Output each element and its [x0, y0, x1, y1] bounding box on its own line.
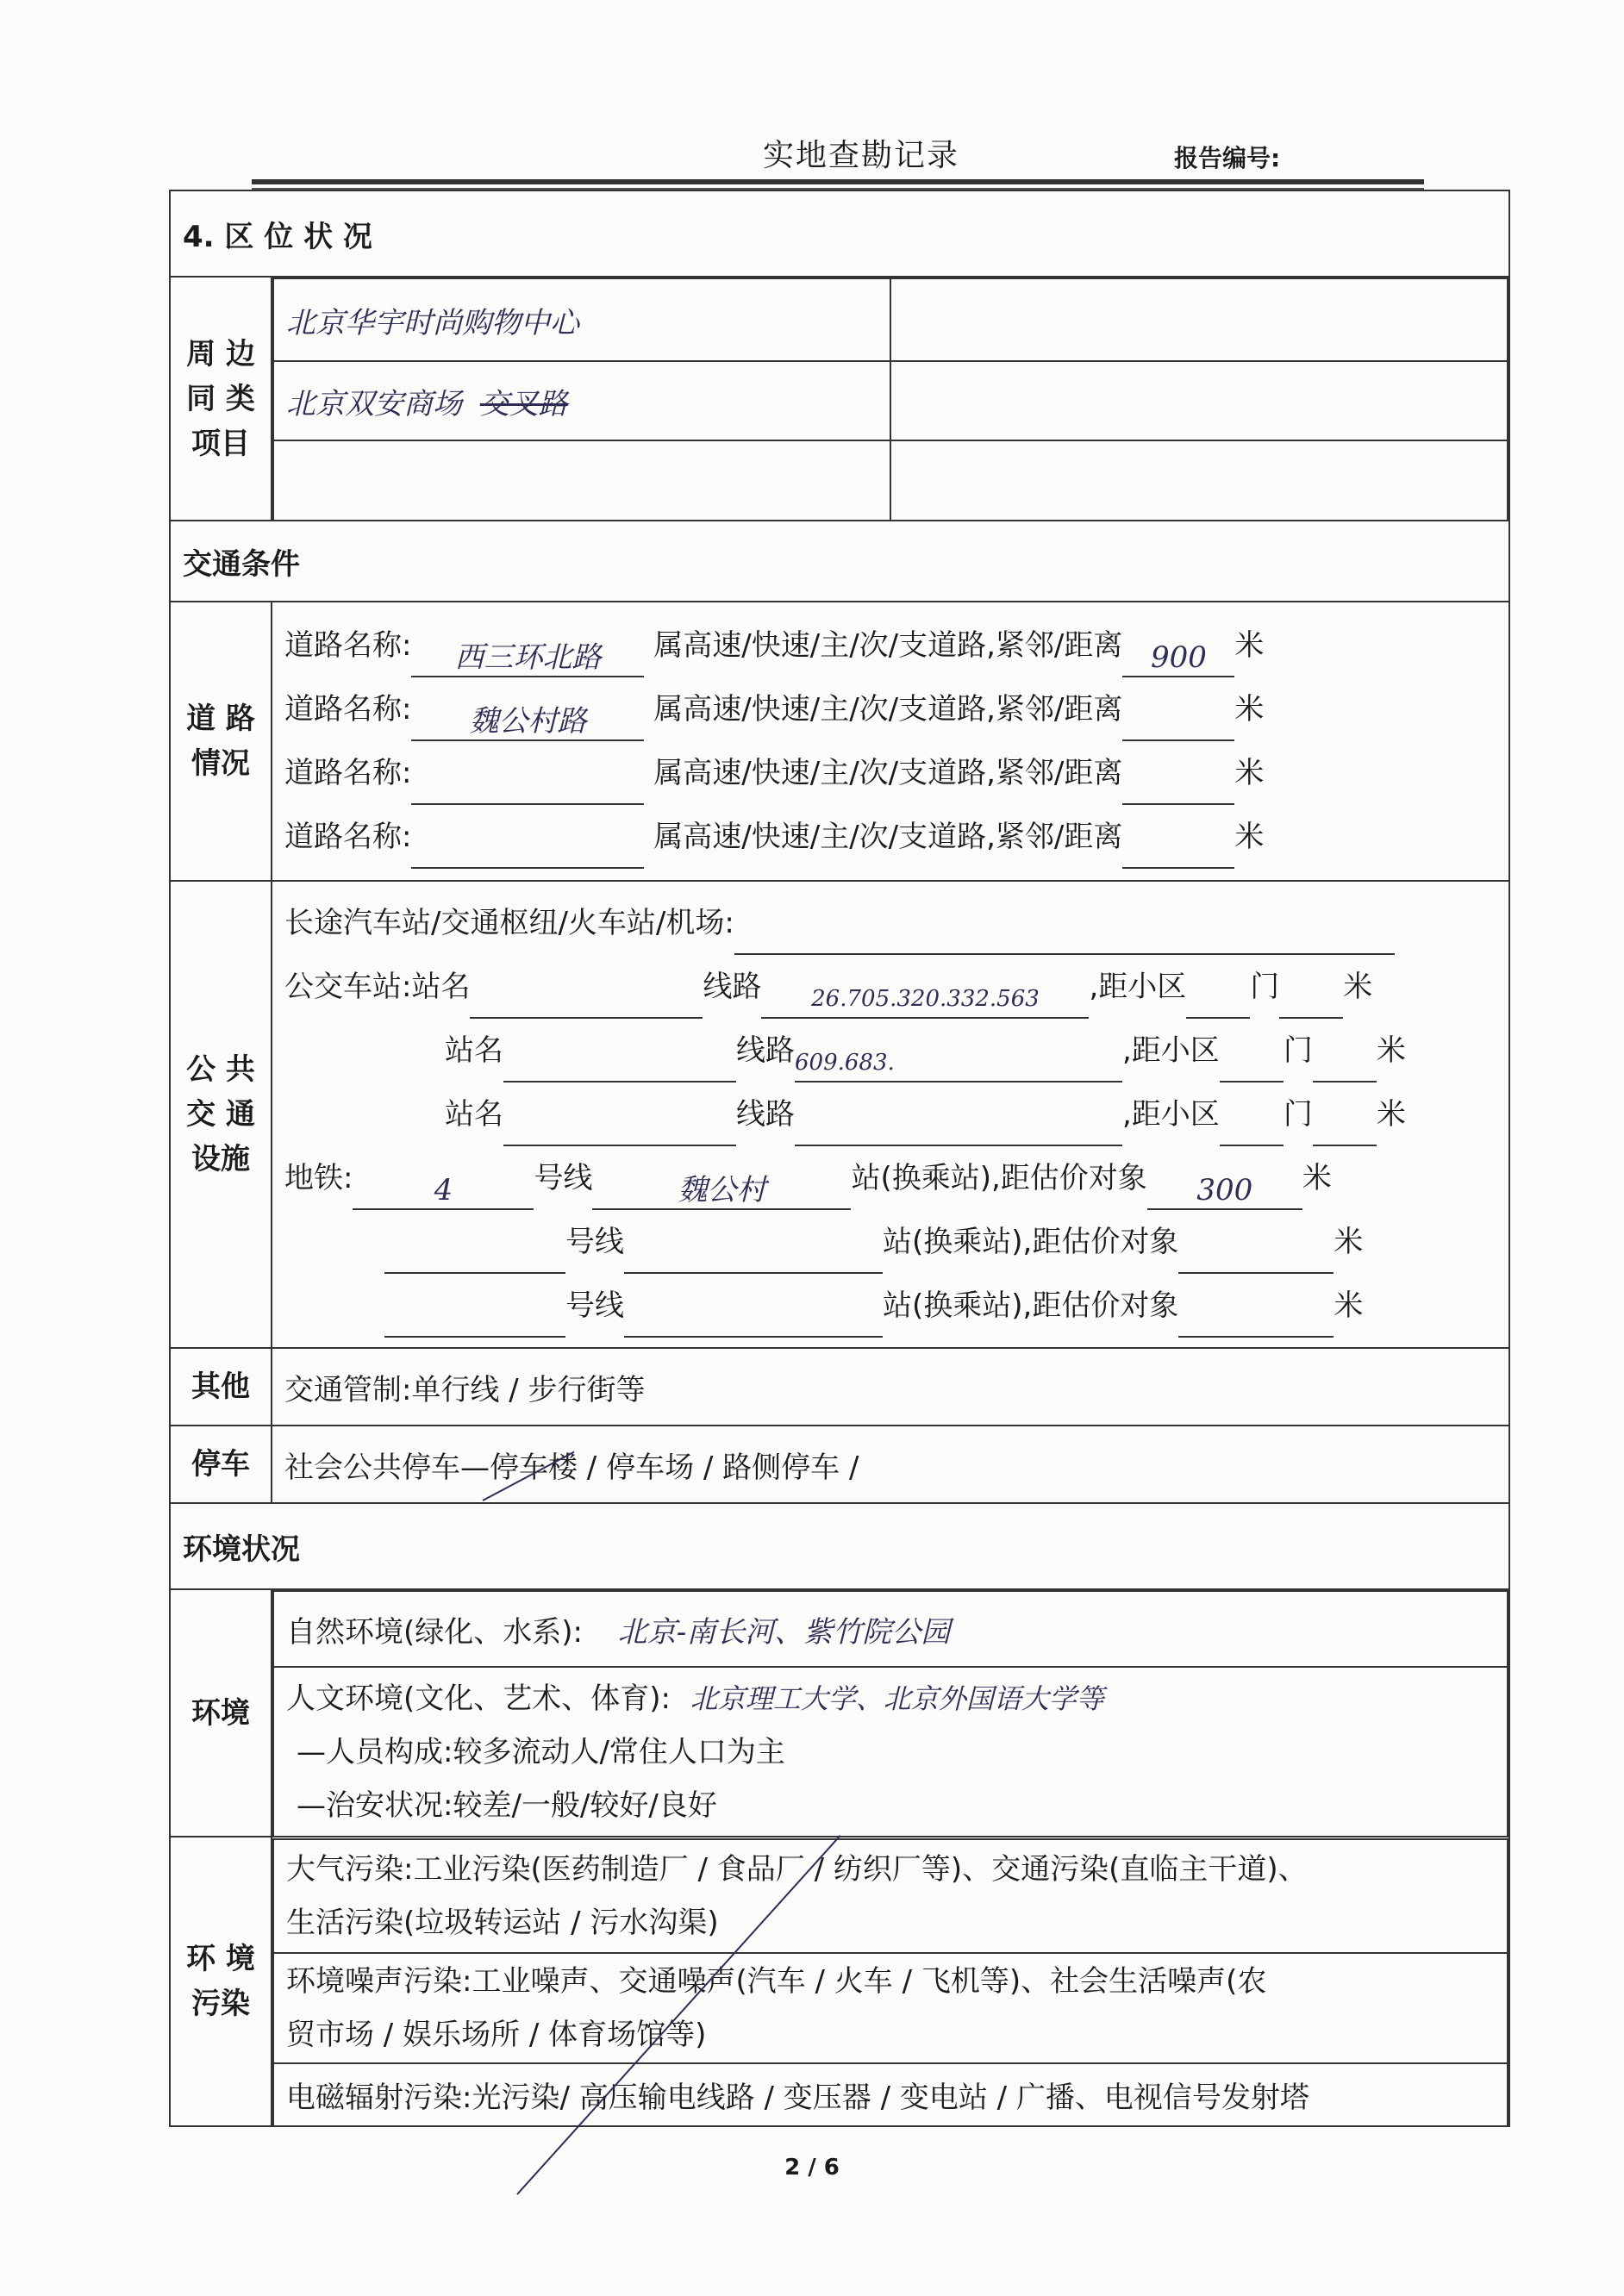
road-row: 道路名称: 属高速/快速/主/次/支道路,紧邻/距离 米: [284, 741, 1496, 805]
road-name-field[interactable]: [411, 831, 644, 869]
bus-row: 公交车站:站名 线路 26.705.320.332.563 ,距小区 门 米: [284, 955, 1496, 1019]
metro-line-field[interactable]: [384, 1300, 565, 1338]
environment-label: 环境: [170, 1589, 272, 1837]
nearby-project-cell-empty[interactable]: [890, 361, 1508, 440]
noise-pollution: 环境噪声污染:工业噪声、交通噪声(汽车 / 火车 / 飞机等)、社会生活噪声(农 贸市场 / 娱乐场所 / 体育场馆等): [273, 1953, 1508, 2063]
metro-station-field[interactable]: [624, 1300, 883, 1338]
road-distance-field[interactable]: [1122, 767, 1234, 805]
air-pollution: 大气污染:工业污染(医药制造厂 / 食品厂 / 纺织厂等)、交通污染(直临主干道)、 生活污染(垃圾转运站 / 污水沟渠): [273, 1839, 1508, 1953]
road-name-field[interactable]: 西三环北路: [411, 640, 644, 677]
location-section-title: 4. 区 位 状 况: [170, 190, 1509, 277]
cultural-environment-block: 人文环境(文化、艺术、体育): 北京理工大学、北京外国语大学等 —人员构成:较多流动人/常住人口为主 —治安状况:较差/一般/较好/良好: [273, 1667, 1508, 1836]
pollution-label: 环 境 污染: [170, 1837, 272, 2126]
road-row: 道路名称: 西三环北路 属高速/快速/主/次/支道路,紧邻/距离 900 米: [284, 614, 1496, 677]
page-number: 2 / 6: [784, 2155, 840, 2181]
road-name-field[interactable]: [411, 767, 644, 805]
road-distance-field[interactable]: 900: [1122, 640, 1234, 677]
nearby-project-2-value: 北京双安商场: [286, 386, 462, 421]
gate-field[interactable]: [1220, 1108, 1284, 1146]
form-title: 实地查勘记录: [763, 138, 960, 173]
metro-line-field[interactable]: 4: [353, 1172, 534, 1210]
nearby-project-cell-empty[interactable]: [890, 440, 1508, 520]
road-row: 道路名称: 魏公村路 属高速/快速/主/次/支道路,紧邻/距离 米: [284, 677, 1496, 741]
gate-field[interactable]: [1220, 1045, 1284, 1082]
road-list: [272, 602, 1509, 881]
bus-distance-field[interactable]: [1313, 1045, 1377, 1082]
road-name-field[interactable]: 魏公村路: [411, 703, 644, 741]
road-distance-field[interactable]: [1122, 703, 1234, 741]
cultural-environment-value[interactable]: 北京理工大学、北京外国语大学等: [690, 1681, 1104, 1715]
road-row: 道路名称: 属高速/快速/主/次/支道路,紧邻/距离 米: [284, 805, 1496, 869]
traffic-control-text: 交通管制:单行线 / 步行街等: [272, 1348, 1509, 1426]
hub-row: 长途汽车站/交通枢纽/火车站/机场:: [284, 891, 1496, 955]
traffic-section-title: 交通条件: [170, 521, 1509, 602]
nearby-projects-label: 周 边 同 类 项目: [170, 277, 272, 521]
gate-field[interactable]: [1186, 981, 1250, 1019]
bus-station-field[interactable]: [470, 981, 703, 1019]
bus-row: 站名 线路609.683. ,距小区 门 米: [284, 1019, 1496, 1082]
metro-line-field[interactable]: [384, 1236, 565, 1274]
nearby-project-1[interactable]: 北京华宇时尚购物中心: [273, 278, 890, 361]
pollution-grid: [272, 1838, 1508, 2125]
parking-text: 社会公共停车—停车楼 / 停车场 / 路侧停车 /: [272, 1426, 1509, 1503]
metro-row: 号线 站(换乘站),距估价对象 米: [284, 1274, 1496, 1338]
environment-grid: [272, 1590, 1508, 1836]
bus-row: 站名 线路 ,距小区 门 米: [284, 1082, 1496, 1146]
metro-row: 地铁: 4 号线 魏公村 站(换乘站),距估价对象 300 米: [284, 1146, 1496, 1210]
metro-row: 号线 站(换乘站),距估价对象 米: [284, 1210, 1496, 1274]
public-transport-label: 公 共 交 通 设施: [170, 881, 272, 1348]
natural-environment-row: 自然环境(绿化、水系): 北京-南长河、紫竹院公园: [273, 1591, 1508, 1667]
nearby-project-cell-empty[interactable]: [890, 278, 1508, 361]
natural-environment-value[interactable]: 北京-南长河、紫竹院公园: [617, 1614, 951, 1650]
road-condition-label: 道 路 情况: [170, 602, 272, 881]
metro-distance-field[interactable]: [1178, 1236, 1334, 1274]
people-composition: —人员构成:较多流动人/常住人口为主: [297, 1734, 785, 1769]
bus-station-field[interactable]: [503, 1108, 736, 1146]
metro-station-field[interactable]: 魏公村: [592, 1172, 851, 1210]
bus-route-field[interactable]: 609.683.: [795, 1045, 1122, 1082]
header-rule: [252, 179, 1424, 184]
crossed-out-text: 交叉路: [479, 386, 568, 421]
bus-station-field[interactable]: [503, 1045, 736, 1082]
road-distance-field[interactable]: [1122, 831, 1234, 869]
environment-section-title: 环境状况: [170, 1503, 1509, 1589]
other-label: 其他: [170, 1348, 272, 1426]
bus-route-field[interactable]: [795, 1108, 1122, 1146]
parking-label: 停车: [170, 1426, 272, 1503]
security-status: —治安状况:较差/一般/较好/良好: [297, 1788, 717, 1823]
electromagnetic-pollution: 电磁辐射污染:光污染/ 高压输电线路 / 变压器 / 变电站 / 广播、电视信号发射塔: [273, 2063, 1508, 2125]
nearby-project-2[interactable]: [273, 361, 890, 440]
hub-field[interactable]: [734, 917, 1395, 955]
nearby-project-cell-empty[interactable]: [273, 440, 890, 520]
bus-route-field[interactable]: 26.705.320.332.563: [761, 981, 1089, 1019]
bus-distance-field[interactable]: [1313, 1108, 1377, 1146]
metro-distance-field[interactable]: [1178, 1300, 1334, 1338]
metro-distance-field[interactable]: 300: [1147, 1172, 1302, 1210]
report-number-label: 报告编号:: [1174, 144, 1281, 172]
public-transport-details: [272, 881, 1509, 1348]
metro-station-field[interactable]: [624, 1236, 883, 1274]
nearby-projects-grid: [272, 278, 1508, 520]
bus-distance-field[interactable]: [1279, 981, 1343, 1019]
